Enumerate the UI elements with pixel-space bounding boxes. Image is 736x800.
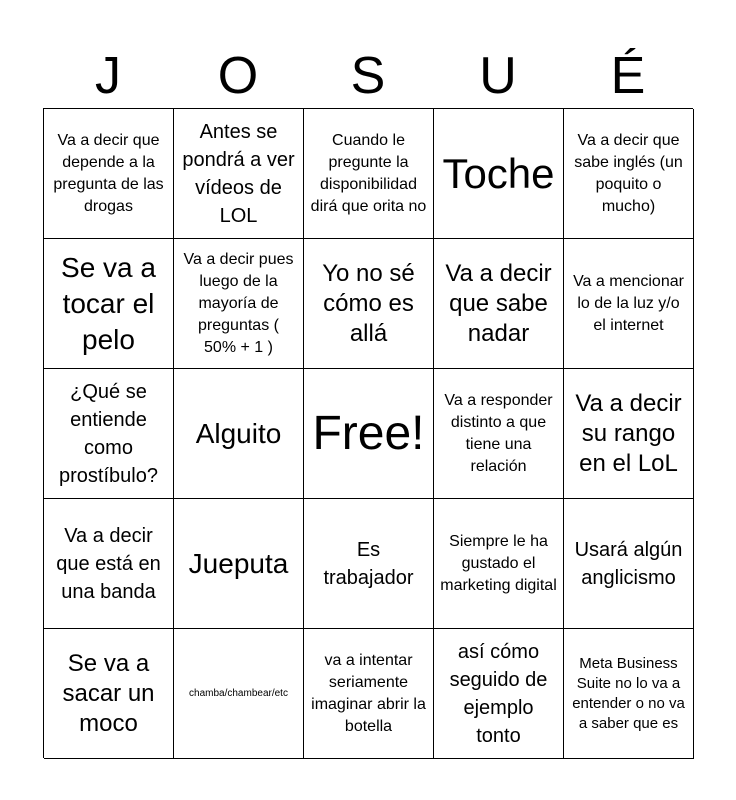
bingo-cell[interactable]	[434, 109, 564, 239]
bingo-cell[interactable]	[304, 239, 434, 369]
cell-text: Va a decir su rango en el LoL	[575, 389, 682, 477]
cell-text: Va a decir pues luego de la mayoría de preguntas ( 50% + 1 )	[183, 250, 294, 356]
bingo-cell[interactable]	[174, 109, 304, 239]
bingo-cell[interactable]	[434, 629, 564, 759]
cell-text: va a intentar seriamente imaginar abrir la botella	[311, 651, 426, 735]
bingo-cell[interactable]	[304, 109, 434, 239]
cell-text: Se va a tocar el pelo	[61, 251, 156, 355]
bingo-cell[interactable]	[434, 369, 564, 499]
cell-text: Antes se pondrá a ver vídeos de LOL	[182, 120, 295, 227]
bingo-cell[interactable]	[44, 109, 174, 239]
cell-text: Toche	[442, 149, 555, 197]
free-space-text: Free!	[312, 406, 425, 460]
cell-text: chamba/chambear/etc	[189, 687, 288, 699]
bingo-cell[interactable]	[44, 499, 174, 629]
cell-text: Se va a sacar un moco	[62, 649, 155, 737]
cell-text: Jueputa	[188, 547, 289, 579]
bingo-cell[interactable]	[434, 239, 564, 369]
cell-text: Va a decir que está en una banda	[56, 524, 161, 603]
cell-text: así cómo seguido de ejemplo tonto	[449, 640, 548, 747]
cell-text: Usará algún anglicismo	[574, 538, 683, 589]
cell-text: Yo no sé cómo es allá	[322, 259, 415, 347]
cell-text: Meta Business Suite no lo va a entender o no va a saber que es	[572, 654, 685, 732]
title-letter: U	[479, 47, 517, 105]
bingo-board	[43, 108, 693, 758]
cell-text: Va a decir que depende a la pregunta de las drogas	[53, 131, 164, 215]
cell-text: Va a decir que sabe nadar	[445, 259, 552, 347]
bingo-cell[interactable]	[564, 629, 694, 759]
bingo-cell[interactable]	[564, 239, 694, 369]
bingo-cell[interactable]	[174, 239, 304, 369]
title-letter: É	[610, 47, 646, 105]
cell-text: Va a responder distinto a que tiene una relación	[444, 391, 553, 475]
cell-text: Es trabajador	[323, 538, 414, 589]
bingo-cell[interactable]	[564, 499, 694, 629]
cell-text: Va a mencionar lo de la luz y/o el internet	[573, 272, 684, 334]
cell-text: Siempre le ha gustado el marketing digital	[440, 532, 557, 594]
bingo-cell[interactable]	[304, 499, 434, 629]
title-letter: J	[95, 47, 121, 105]
bingo-cell[interactable]	[44, 629, 174, 759]
cell-text: Alguito	[195, 417, 282, 449]
cell-text: Va a decir que sabe inglés (un poquito o mucho)	[574, 131, 683, 215]
bingo-cell[interactable]	[44, 239, 174, 369]
bingo-cell[interactable]	[304, 629, 434, 759]
cell-text: ¿Qué se entiende como prostíbulo?	[59, 380, 158, 487]
bingo-cell[interactable]	[434, 499, 564, 629]
bingo-cell[interactable]	[174, 369, 304, 499]
cell-text: Cuando le pregunte la disponibilidad dirá que orita no	[310, 131, 427, 215]
bingo-cell[interactable]	[564, 109, 694, 239]
title-letter: O	[217, 47, 259, 105]
bingo-cell[interactable]	[174, 629, 304, 759]
title-letter: S	[350, 47, 386, 105]
bingo-cell[interactable]	[174, 499, 304, 629]
free-space-cell[interactable]	[304, 369, 434, 499]
bingo-title	[43, 44, 693, 108]
bingo-cell[interactable]	[564, 369, 694, 499]
bingo-cell[interactable]	[44, 369, 174, 499]
